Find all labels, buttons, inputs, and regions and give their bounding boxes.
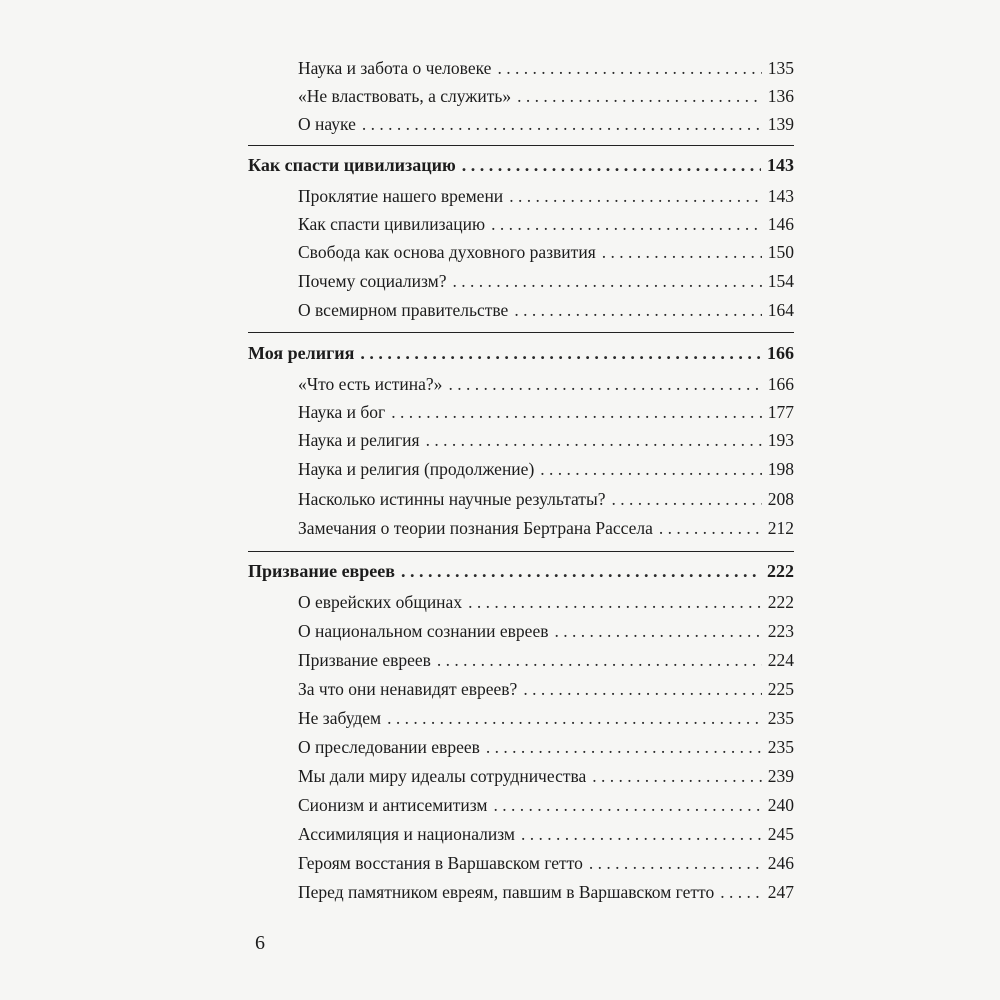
- toc-entry: [298, 707, 794, 729]
- toc-entry-title: Мы дали миру идеалы сотрудничества: [298, 766, 587, 786]
- dot-leader: [493, 794, 761, 816]
- dot-leader: [659, 517, 762, 539]
- dot-leader: [514, 299, 761, 321]
- toc-entry-title: Наука и забота о человеке: [298, 58, 492, 78]
- toc-entry: [298, 458, 794, 480]
- toc-entry: [298, 794, 794, 816]
- dot-leader: [437, 649, 762, 671]
- dot-leader: [360, 342, 761, 364]
- toc-entry-title: Перед памятником евреям, павшим в Варшавском гетто: [298, 882, 715, 902]
- toc-entry-page: 245: [767, 824, 794, 844]
- toc-entry: [298, 620, 794, 642]
- toc-entry-title: Насколько истинны научные результаты?: [298, 489, 606, 509]
- toc-entry-title: Замечания о теории познания Бертрана Рассела: [298, 518, 653, 538]
- toc-entry: [298, 85, 794, 107]
- dot-leader: [554, 620, 761, 642]
- toc-entry-page: 136: [767, 86, 794, 106]
- toc-entry-page: 150: [767, 242, 794, 262]
- toc-entry-title: За что они ненавидят евреев?: [298, 679, 518, 699]
- toc-chapter-title: Моя религия: [248, 343, 355, 363]
- toc-entry-title: Героям восстания в Варшавском гетто: [298, 853, 583, 873]
- dot-leader: [523, 678, 761, 700]
- toc-entry-page: 198: [767, 459, 794, 479]
- toc-entry-title: О еврейских общинах: [298, 592, 463, 612]
- section-rule: [248, 145, 794, 146]
- dot-leader: [391, 401, 762, 423]
- dot-leader: [517, 85, 762, 107]
- toc-entry-title: Наука и религия (продолжение): [298, 459, 535, 479]
- toc-entry-page: 235: [767, 708, 794, 728]
- toc-entry: [298, 678, 794, 700]
- toc-entry-page: 135: [767, 58, 794, 78]
- page-number: 6: [255, 932, 265, 954]
- toc-entry: [298, 517, 794, 539]
- dot-leader: [468, 591, 762, 613]
- toc-chapter: [248, 560, 794, 582]
- dot-leader: [362, 113, 762, 135]
- toc-entry-page: 235: [767, 737, 794, 757]
- toc-entry: [298, 429, 794, 451]
- dot-leader: [720, 881, 762, 903]
- toc-entry: [298, 881, 794, 903]
- dot-leader: [491, 213, 762, 235]
- toc-entry-title: О науке: [298, 114, 356, 134]
- toc-entry-page: 247: [767, 882, 794, 902]
- toc-entry: [298, 591, 794, 613]
- toc-entry-title: Не забудем: [298, 708, 382, 728]
- toc-entry-title: Ассимиляция и национализм: [298, 824, 515, 844]
- toc-entry: [298, 765, 794, 787]
- toc-entry-title: Почему социализм?: [298, 271, 447, 291]
- toc-entry: [298, 373, 794, 395]
- toc-entry: [298, 241, 794, 263]
- toc-entry-title: О национальном сознании евреев: [298, 621, 549, 641]
- toc-entry: [298, 823, 794, 845]
- dot-leader: [602, 241, 762, 263]
- toc-entry-title: О преследовании евреев: [298, 737, 480, 757]
- toc-entry: [298, 401, 794, 423]
- toc-entry-page: 193: [767, 430, 794, 450]
- dot-leader: [426, 429, 762, 451]
- toc-entry: [298, 736, 794, 758]
- toc-entry-title: Призвание евреев: [298, 650, 431, 670]
- toc-entry-title: «Не властвовать, а служить»: [298, 86, 512, 106]
- toc-entry: [298, 852, 794, 874]
- toc-chapter-title: Как спасти цивилизацию: [248, 155, 456, 175]
- toc-entry: [298, 299, 794, 321]
- toc-entry-page: 240: [767, 795, 794, 815]
- dot-leader: [387, 707, 762, 729]
- dot-leader: [486, 736, 762, 758]
- toc-chapter-page: 166: [767, 343, 794, 363]
- toc-entry-title: Как спасти цивилизацию: [298, 214, 486, 234]
- toc-entry-page: 177: [767, 402, 794, 422]
- toc-entry-page: 208: [767, 489, 794, 509]
- dot-leader: [448, 373, 761, 395]
- toc-entry: [298, 113, 794, 135]
- toc-entry-page: 166: [767, 374, 794, 394]
- toc-entry-title: Сионизм и антисемитизм: [298, 795, 488, 815]
- toc-entry-page: 246: [767, 853, 794, 873]
- toc-chapter-page: 222: [767, 561, 794, 581]
- dot-leader: [540, 458, 761, 480]
- toc-chapter: [248, 342, 794, 364]
- toc-entry-title: О всемирном правительстве: [298, 300, 509, 320]
- toc-entry-page: 223: [767, 621, 794, 641]
- dot-leader: [401, 560, 761, 582]
- dot-leader: [521, 823, 762, 845]
- toc-entry-page: 212: [767, 518, 794, 538]
- toc-entry-page: 143: [767, 186, 794, 206]
- toc-entry-page: 154: [767, 271, 794, 291]
- toc-entry-page: 224: [767, 650, 794, 670]
- toc-entry-title: «Что есть истина?»: [298, 374, 443, 394]
- dot-leader: [452, 270, 761, 292]
- toc-entry-page: 239: [767, 766, 794, 786]
- dot-leader: [592, 765, 761, 787]
- section-rule: [248, 332, 794, 333]
- toc-entry-page: 139: [767, 114, 794, 134]
- toc-entry: [298, 213, 794, 235]
- toc-entry: [298, 57, 794, 79]
- dot-leader: [589, 852, 762, 874]
- dot-leader: [509, 185, 762, 207]
- toc-chapter: [248, 154, 794, 176]
- dot-leader: [611, 488, 761, 510]
- toc-entry-title: Наука и бог: [298, 402, 386, 422]
- toc-entry-page: 222: [767, 592, 794, 612]
- toc-chapter-title: Призвание евреев: [248, 561, 395, 581]
- toc-entry: [298, 649, 794, 671]
- dot-leader: [462, 154, 761, 176]
- toc-entry: [298, 185, 794, 207]
- toc-entry: [298, 488, 794, 510]
- section-rule: [248, 551, 794, 552]
- toc-entry-page: 164: [767, 300, 794, 320]
- toc-entry-title: Проклятие нашего времени: [298, 186, 504, 206]
- toc-entry-page: 225: [767, 679, 794, 699]
- toc-chapter-page: 143: [767, 155, 794, 175]
- toc-entry-title: Наука и религия: [298, 430, 420, 450]
- dot-leader: [497, 57, 761, 79]
- toc-entry: [298, 270, 794, 292]
- toc-entry-title: Свобода как основа духовного развития: [298, 242, 596, 262]
- toc-entry-page: 146: [767, 214, 794, 234]
